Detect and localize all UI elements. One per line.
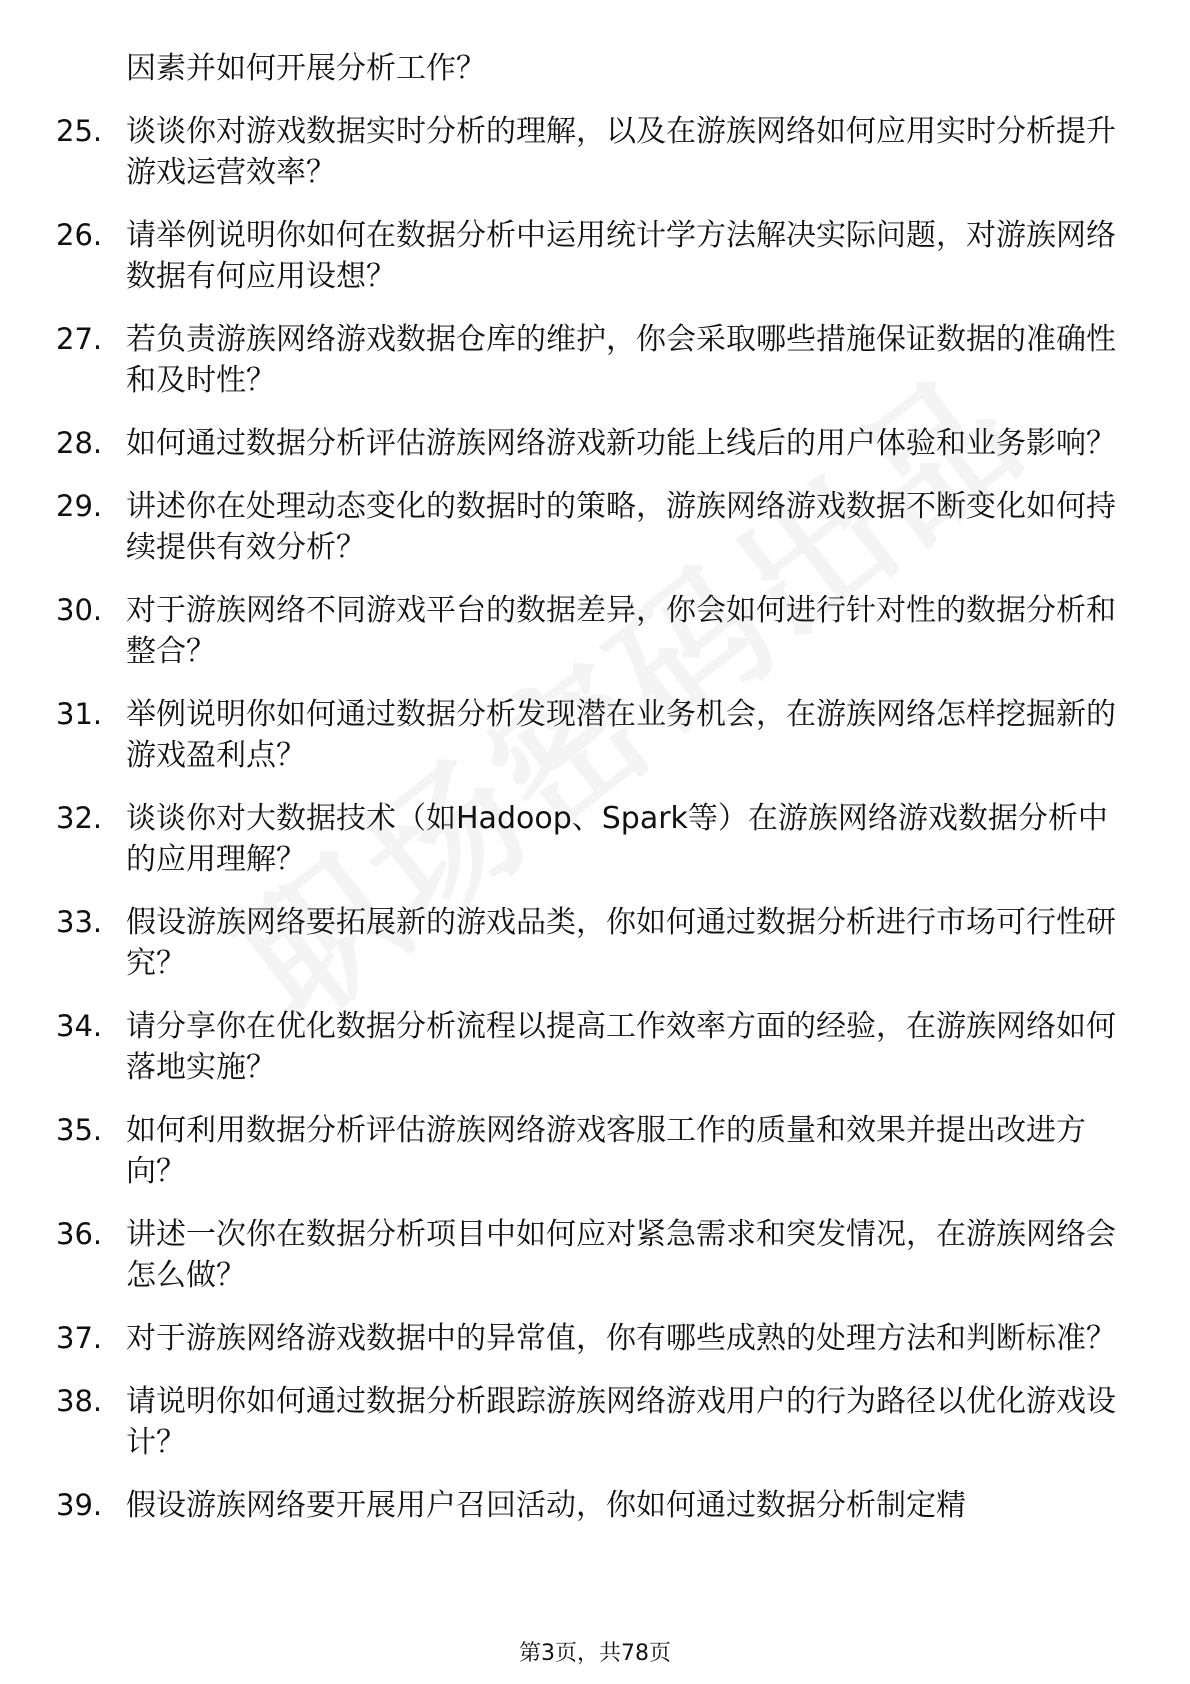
question-continuation (0, 48, 1190, 89)
question-number: 29. (56, 489, 103, 523)
question-number: 36. (56, 1217, 103, 1251)
question-number: 37. (56, 1321, 103, 1355)
question-number: 38. (56, 1384, 103, 1418)
question-number: 28. (56, 426, 103, 460)
question-number: 39. (56, 1488, 103, 1522)
question-number: 32. (56, 801, 103, 835)
question-number: 33. (56, 905, 103, 939)
question-item (0, 1110, 1190, 1192)
question-number: 35. (56, 1113, 103, 1147)
question-number: 34. (56, 1009, 103, 1043)
question-text: 假设游族网络要开展用户召回活动，你如何通过数据分析制定精 (126, 1488, 966, 1523)
question-text: 对于游族网络不同游戏平台的数据差异，你会如何进行针对性的数据分析和整合？ (126, 593, 1116, 669)
question-item (0, 798, 1190, 880)
question-item (0, 111, 1190, 193)
question-number: 26. (56, 218, 103, 252)
question-item (0, 215, 1190, 297)
question-item (0, 319, 1190, 401)
question-item (0, 1381, 1190, 1463)
question-text: 如何通过数据分析评估游族网络游戏新功能上线后的用户体验和业务影响？ (126, 426, 1116, 461)
question-item (0, 902, 1190, 984)
question-text: 谈谈你对游戏数据实时分析的理解，以及在游族网络如何应用实时分析提升游戏运营效率？ (126, 114, 1116, 190)
question-text: 若负责游族网络游戏数据仓库的维护，你会采取哪些措施保证数据的准确性和及时性？ (126, 322, 1116, 398)
question-item (0, 1214, 1190, 1296)
question-item (0, 694, 1190, 776)
question-text: 讲述一次你在数据分析项目中如何应对紧急需求和突发情况，在游族网络会怎么做？ (126, 1217, 1116, 1293)
question-text: 谈谈你对大数据技术（如Hadoop、Spark等）在游族网络游戏数据分析中的应用理解？ (126, 801, 1108, 877)
question-text: 假设游族网络要拓展新的游戏品类，你如何通过数据分析进行市场可行性研究？ (126, 905, 1116, 981)
question-text: 如何利用数据分析评估游族网络游戏客服工作的质量和效果并提出改进方向？ (126, 1113, 1086, 1189)
page-footer: 第3页，共78页 (519, 1641, 671, 1666)
question-text: 讲述你在处理动态变化的数据时的策略，游族网络游戏数据不断变化如何持续提供有效分析？ (126, 489, 1116, 565)
question-item (0, 1318, 1190, 1359)
question-item (0, 1485, 1190, 1526)
question-text: 举例说明你如何通过数据分析发现潜在业务机会，在游族网络怎样挖掘新的游戏盈利点？ (126, 697, 1116, 773)
question-number: 27. (56, 322, 103, 356)
question-item (0, 486, 1190, 568)
question-number: 25. (56, 114, 103, 148)
question-number: 31. (56, 697, 103, 731)
question-item (0, 1006, 1190, 1088)
continuation-text: 因素并如何开展分析工作？ (126, 51, 486, 86)
question-text: 请说明你如何通过数据分析跟踪游族网络游戏用户的行为路径以优化游戏设计？ (126, 1384, 1116, 1460)
question-list (0, 48, 1190, 1548)
question-number: 30. (56, 593, 103, 627)
question-item (0, 590, 1190, 672)
question-text: 请举例说明你如何在数据分析中运用统计学方法解决实际问题，对游族网络数据有何应用设想？ (126, 218, 1116, 294)
question-text: 对于游族网络游戏数据中的异常值，你有哪些成熟的处理方法和判断标准？ (126, 1321, 1116, 1356)
question-item (0, 423, 1190, 464)
question-text: 请分享你在优化数据分析流程以提高工作效率方面的经验，在游族网络如何落地实施？ (126, 1009, 1116, 1085)
